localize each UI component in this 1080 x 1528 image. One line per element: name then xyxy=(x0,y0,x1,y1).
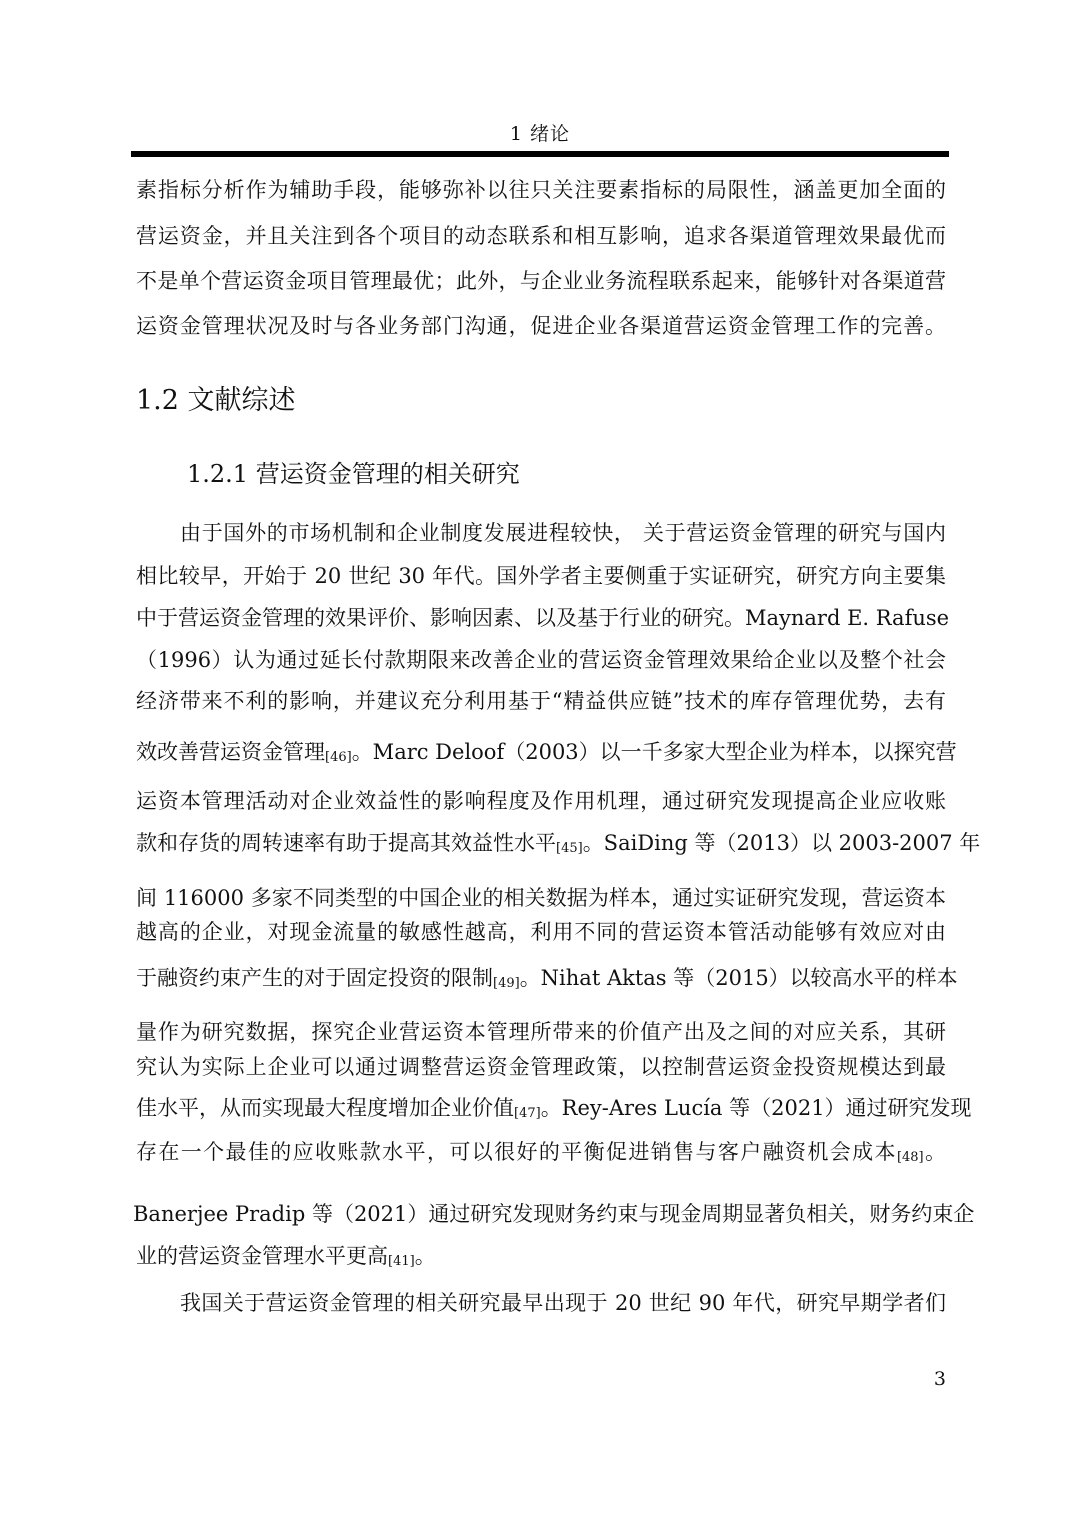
body-text: 业的营运资金管理水平更高 xyxy=(136,1244,388,1268)
body-line: 我国关于营运资金管理的相关研究最早出现于 20 世纪 90 年代，研究早期学者们 xyxy=(180,1291,946,1315)
body-line xyxy=(136,1241,946,1277)
body-text: 款和存货的周转速率有助于提高其效益性水平 xyxy=(136,831,556,855)
body-text: 佳水平，从而实现最大程度增加企业价值 xyxy=(136,1096,514,1120)
citation: [49] xyxy=(493,976,520,991)
section-heading: 1.2 文献综述 xyxy=(136,385,296,416)
intro-line: 素指标分析作为辅助手段，能够弥补以往只关注要素指标的局限性，涵盖更加全面的 xyxy=(136,178,946,202)
body-text: 。Rey-Ares Lucía 等（2021）通过研究发现 xyxy=(540,1096,972,1120)
citation: [41] xyxy=(388,1254,415,1269)
body-line: （1996）认为通过延长付款期限来改善企业的营运资金管理效果给企业以及整个社会 xyxy=(136,648,946,672)
body-line: 运资本管理活动对企业效益性的影响程度及作用机理，通过研究发现提高企业应收账 xyxy=(136,789,946,813)
body-text: 存在一个最佳的应收账款水平，可以很好的平衡促进销售与客户融资机会成本 xyxy=(136,1140,897,1164)
citation: [48] xyxy=(896,1150,924,1165)
intro-line: 不是单个营运资金项目管理最优；此外，与企业业务流程联系起来，能够针对各渠道营 xyxy=(136,269,946,293)
body-line: 由于国外的市场机制和企业制度发展进程较快， 关于营运资金管理的研究与国内 xyxy=(180,521,946,545)
header-rule xyxy=(131,151,949,157)
body-text: 效改善营运资金管理 xyxy=(136,740,325,764)
body-line: 相比较早，开始于 20 世纪 30 年代。国外学者主要侧重于实证研究，研究方向主要集 xyxy=(136,564,946,588)
body-line xyxy=(136,828,981,864)
citation: [46] xyxy=(325,750,352,765)
body-text: 。SaiDing 等（2013）以 2003-2007 年 xyxy=(582,831,981,855)
body-line xyxy=(136,737,957,773)
body-text: 。 xyxy=(923,1140,947,1164)
body-text: 。Marc Deloof（2003）以一千多家大型企业为样本，以探究营 xyxy=(351,740,957,764)
body-line: Banerjee Pradip 等（2021）通过研究发现财务约束与现金周期显著负相关，财务约束企 xyxy=(133,1202,975,1226)
intro-line: 运资金管理状况及时与各业务部门沟通，促进企业各渠道营运资金管理工作的完善。 xyxy=(136,314,946,338)
subsection-heading: 1.2.1 营运资金管理的相关研究 xyxy=(187,460,520,488)
citation: [45] xyxy=(556,841,583,856)
page-number: 3 xyxy=(933,1368,946,1390)
body-line: 越高的企业，对现金流量的敏感性越高，利用不同的营运资本管活动能够有效应对由 xyxy=(136,920,946,944)
body-line: 经济带来不利的影响，并建议充分利用基于“精益供应链”技术的库存管理优势，去有 xyxy=(136,689,946,713)
body-text: 。Nihat Aktas 等（2015）以较高水平的样本 xyxy=(519,966,958,990)
running-header: 1 绪论 xyxy=(509,123,571,145)
body-line: 中于营运资金管理的效果评价、影响因素、以及基于行业的研究。Maynard E. Rafuse xyxy=(136,606,950,630)
citation: [47] xyxy=(514,1106,541,1121)
body-text: 于融资约束产生的对于固定投资的限制 xyxy=(136,966,493,990)
body-line: 间 116000 多家不同类型的中国企业的相关数据为样本，通过实证研究发现，营运资本 xyxy=(136,886,946,910)
body-line xyxy=(136,1137,946,1173)
intro-line: 营运资金，并且关注到各个项目的动态联系和相互影响，追求各渠道管理效果最优而 xyxy=(136,224,946,248)
body-line xyxy=(136,1093,972,1129)
body-line xyxy=(136,963,958,999)
body-text: 。 xyxy=(414,1244,436,1268)
body-line: 量作为研究数据，探究企业营运资本管理所带来的价值产出及之间的对应关系，其研 xyxy=(136,1020,946,1044)
body-line: 究认为实际上企业可以通过调整营运资金管理政策，以控制营运资金投资规模达到最 xyxy=(136,1055,946,1079)
